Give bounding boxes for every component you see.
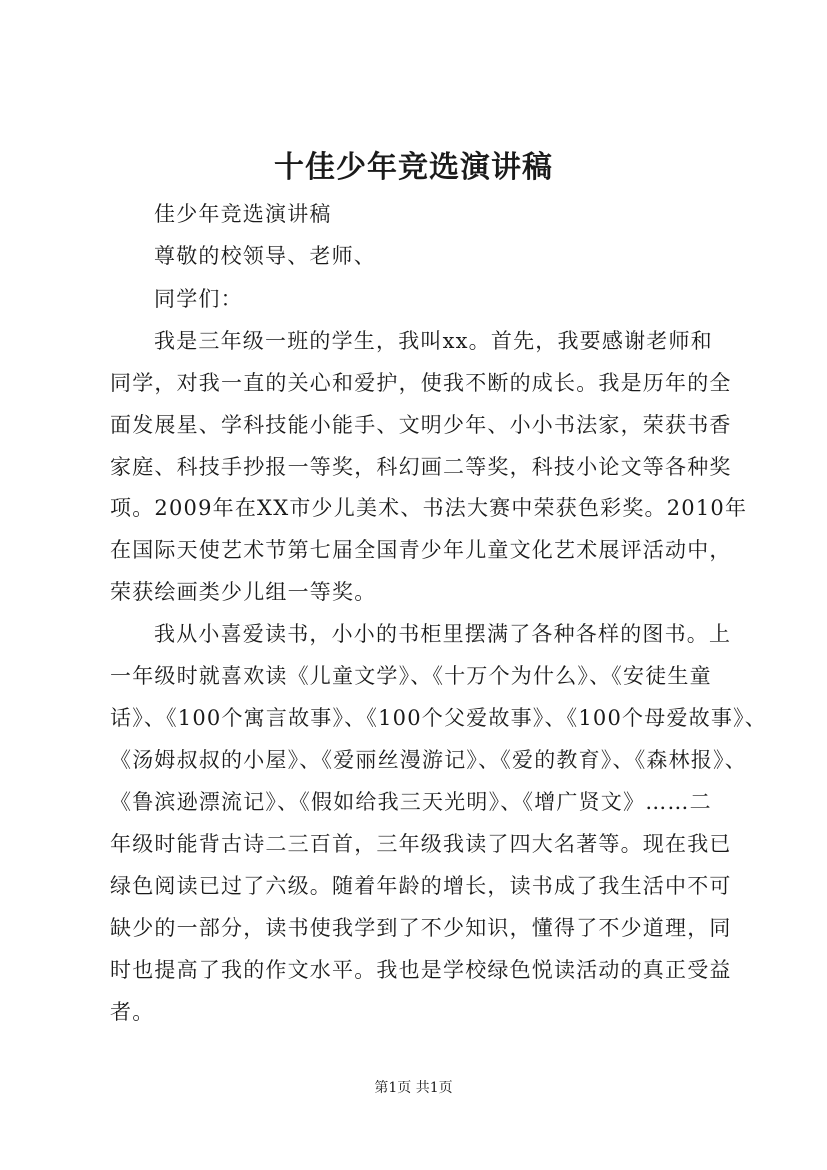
paragraph-line: 我从小喜爱读书，小小的书柜里摆满了各种各样的图书。上 xyxy=(154,622,732,646)
greeting-subtitle: 佳少年竞选演讲稿 xyxy=(154,202,332,226)
paragraph-line: 项。2009年在XX市少儿美术、书法大赛中荣获色彩奖。2010年 xyxy=(110,496,748,520)
paragraph-line: 缺少的一部分，读书使我学到了不少知识，懂得了不少道理，同 xyxy=(110,916,732,940)
paragraph-line: 《鲁滨逊漂流记》、《假如给我三天光明》、《增广贤文》……二 xyxy=(110,790,712,814)
paragraph-line: 时也提高了我的作文水平。我也是学校绿色悦读活动的真正受益 xyxy=(110,958,732,982)
paragraph-line: 荣获绘画类少儿组一等奖。 xyxy=(110,580,377,604)
paragraph-line: 绿色阅读已过了六级。随着年龄的增长，读书成了我生活中不可 xyxy=(110,874,732,898)
paragraph-line: 家庭、科技手抄报一等奖，科幻画二等奖，科技小论文等各种奖 xyxy=(110,455,732,479)
paragraph-line: 《汤姆叔叔的小屋》、《爱丽丝漫游记》、《爱的教育》、《森林报》、 xyxy=(110,748,747,772)
page-footer: 第1页 共1页 xyxy=(374,1080,453,1096)
paragraph-line: 同学，对我一直的关心和爱护，使我不断的成长。我是历年的全 xyxy=(110,371,732,395)
paragraph-line: 话》、《100个寓言故事》、《100个父爱故事》、《100个母爱故事》、 xyxy=(110,706,767,730)
document-title: 十佳少年竞选演讲稿 xyxy=(274,150,553,185)
paragraph-line: 年级时能背古诗二三百首，三年级我读了四大名著等。现在我已 xyxy=(110,832,732,856)
paragraph-line: 者。 xyxy=(110,1000,155,1024)
paragraph-line: 我是三年级一班的学生，我叫xx。首先，我要感谢老师和 xyxy=(154,329,713,353)
greeting-line: 尊敬的校领导、老师、 xyxy=(154,244,376,268)
paragraph-line: 一年级时就喜欢读《儿童文学》、《十万个为什么》、《安徒生童 xyxy=(110,664,712,688)
paragraph-line: 面发展星、学科技能小能手、文明少年、小小书法家，荣获书香 xyxy=(110,413,732,437)
greeting-line: 同学们： xyxy=(154,287,243,311)
paragraph-line: 在国际天使艺术节第七届全国青少年儿童文化艺术展评活动中， xyxy=(110,538,732,562)
